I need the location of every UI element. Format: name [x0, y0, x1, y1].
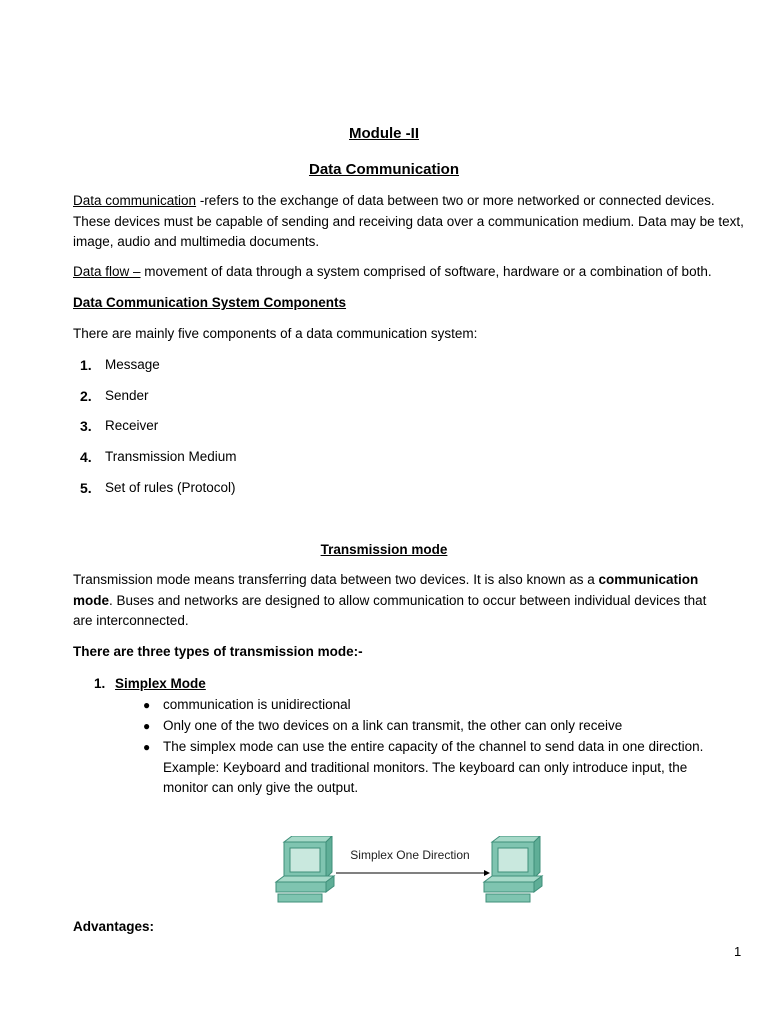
page-number: 1: [734, 944, 742, 959]
module-title: Module -II: [349, 125, 419, 142]
transmission-text-1-pre: Transmission mode means transferring data between two devices. It is also known as a: [73, 572, 599, 587]
section-title: Data Communication: [308, 161, 459, 178]
transmission-text-1: [73, 570, 753, 590]
list-number: 4.: [80, 449, 92, 465]
transmission-types-heading: There are three types of transmission mode:-: [73, 644, 363, 659]
transmission-text-2-bold: mode: [73, 593, 110, 608]
data-communication-text-2: These devices must be capable of sending and receiving data over a communication medium. Data may be text,: [73, 214, 744, 229]
simplex-diagram: [270, 836, 550, 912]
arrow-head-icon: [484, 870, 490, 876]
bullet-text-cont: monitor can only give the output.: [163, 780, 359, 795]
transmission-text-3: are interconnected.: [73, 613, 189, 628]
transmission-heading: Transmission mode: [320, 542, 448, 557]
transmission-text-1-bold: communication: [598, 572, 699, 587]
list-number: 1.: [80, 357, 92, 373]
advantages-heading: Advantages:: [73, 919, 155, 934]
list-label: Message: [105, 357, 160, 372]
components-heading: Data Communication System Components: [73, 295, 347, 310]
data-flow-definition: [73, 262, 753, 282]
transmission-text-2: [73, 591, 753, 611]
bullet-text: Only one of the two devices on a link can transmit, the other can only receive: [163, 718, 623, 733]
list-number: 2.: [80, 388, 92, 404]
list-label: Transmission Medium: [105, 449, 237, 464]
data-communication-text-3: image, audio and multimedia documents.: [73, 234, 320, 249]
components-intro: There are mainly five components of a data communication system:: [73, 326, 478, 341]
bullet-text: The simplex mode can use the entire capacity of the channel to send data in one direction.: [163, 739, 704, 754]
list-number: 5.: [80, 480, 92, 496]
computer-icon: [276, 836, 334, 902]
diagram-label: Simplex One Direction: [350, 848, 470, 862]
data-communication-text-1: -refers to the exchange of data between two or more networked or connected devices.: [196, 193, 715, 208]
data-flow-text: movement of data through a system comprised of software, hardware or a combination of both.: [140, 264, 712, 279]
data-flow-term: Data flow –: [73, 264, 141, 279]
simplex-title: Simplex Mode: [115, 676, 206, 691]
computer-icon: [484, 836, 542, 902]
simplex-number: 1.: [94, 676, 106, 691]
data-communication-definition: [73, 191, 753, 211]
bullet-dot: ●: [143, 719, 151, 733]
list-label: Set of rules (Protocol): [105, 480, 236, 495]
bullet-text: communication is unidirectional: [163, 697, 351, 712]
bullet-dot: ●: [143, 740, 151, 754]
list-label: Receiver: [105, 418, 159, 433]
transmission-text-2-post: . Buses and networks are designed to allow communication to occur between individual devices that: [109, 593, 707, 608]
list-number: 3.: [80, 418, 92, 434]
data-communication-term: Data communication: [73, 193, 197, 208]
bullet-text-cont: Example: Keyboard and traditional monitors. The keyboard can only introduce input, the: [163, 760, 688, 775]
list-label: Sender: [105, 388, 149, 403]
bullet-dot: ●: [143, 698, 151, 712]
simplex-heading: [94, 674, 206, 694]
